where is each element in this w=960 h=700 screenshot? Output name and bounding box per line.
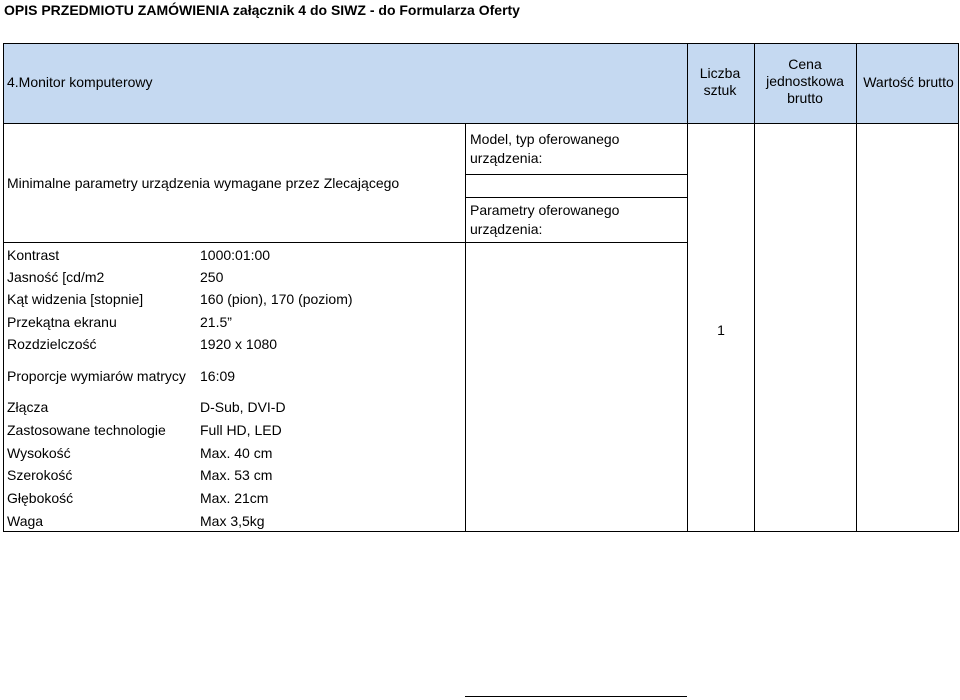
border-left [3,43,4,532]
quantity-value: 1 [717,322,725,338]
border-top [3,43,959,44]
border-extra-bottom [465,696,687,697]
header-unit-price: Cena jednostkowa brutto [766,56,844,106]
param-name: Szerokość [7,467,73,483]
param-name: Kąt widzenia [stopnie] [7,291,144,307]
header-item-name: 4.Monitor komputerowy [7,74,153,90]
header-quantity: Liczba sztuk [699,65,741,98]
param-name: Przekątna ekranu [7,314,117,330]
param-value: Full HD, LED [200,422,282,438]
param-name: Proporcje wymiarów matrycy [7,368,186,384]
param-value: Max. 40 cm [200,445,273,461]
border-table-bottom [3,531,959,532]
param-value: Max. 21cm [200,490,269,506]
param-value: 250 [200,269,224,285]
param-name: Zastosowane technologie [7,422,166,438]
param-name: Głębokość [7,490,74,506]
border-right [958,43,959,532]
param-name: Jasność [cd/m2 [7,269,105,285]
border-model-bottom [465,174,687,175]
param-name: Wysokość [7,445,71,461]
param-value: Max 3,5kg [200,513,265,529]
param-value: 1920 x 1080 [200,336,278,352]
param-value: 16:09 [200,368,236,384]
border-model-value-bottom [465,197,687,198]
offered-params-label: Parametry oferowanego urządzenia: [470,202,620,237]
param-value: D-Sub, DVI-D [200,399,286,415]
param-name: Kontrast [7,247,60,263]
border-quantity-right [754,43,755,532]
document-title: OPIS PRZEDMIOTU ZAMÓWIENIA załącznik 4 do SIWZ - do Formularza Oferty [4,2,520,18]
param-value: 21.5” [200,314,232,330]
border-params-right [465,123,466,532]
param-name: Złącza [7,399,49,415]
param-value: 160 (pion), 170 (poziom) [200,291,353,307]
param-value: Max. 53 cm [200,467,273,483]
border-price-right [856,43,857,532]
model-label: Model, typ oferowanego urządzenia: [470,131,620,166]
param-name: Waga [7,513,44,529]
param-value: 1000:01:00 [200,247,271,263]
header-total: Wartość brutto [863,74,954,90]
min-params-label: Minimalne parametry urządzenia wymagane przez Zlecającego [7,175,400,191]
border-header-bottom [3,123,959,124]
border-minparams-bottom [3,242,687,243]
border-item-right [687,43,688,532]
param-name: Rozdzielczość [7,336,97,352]
